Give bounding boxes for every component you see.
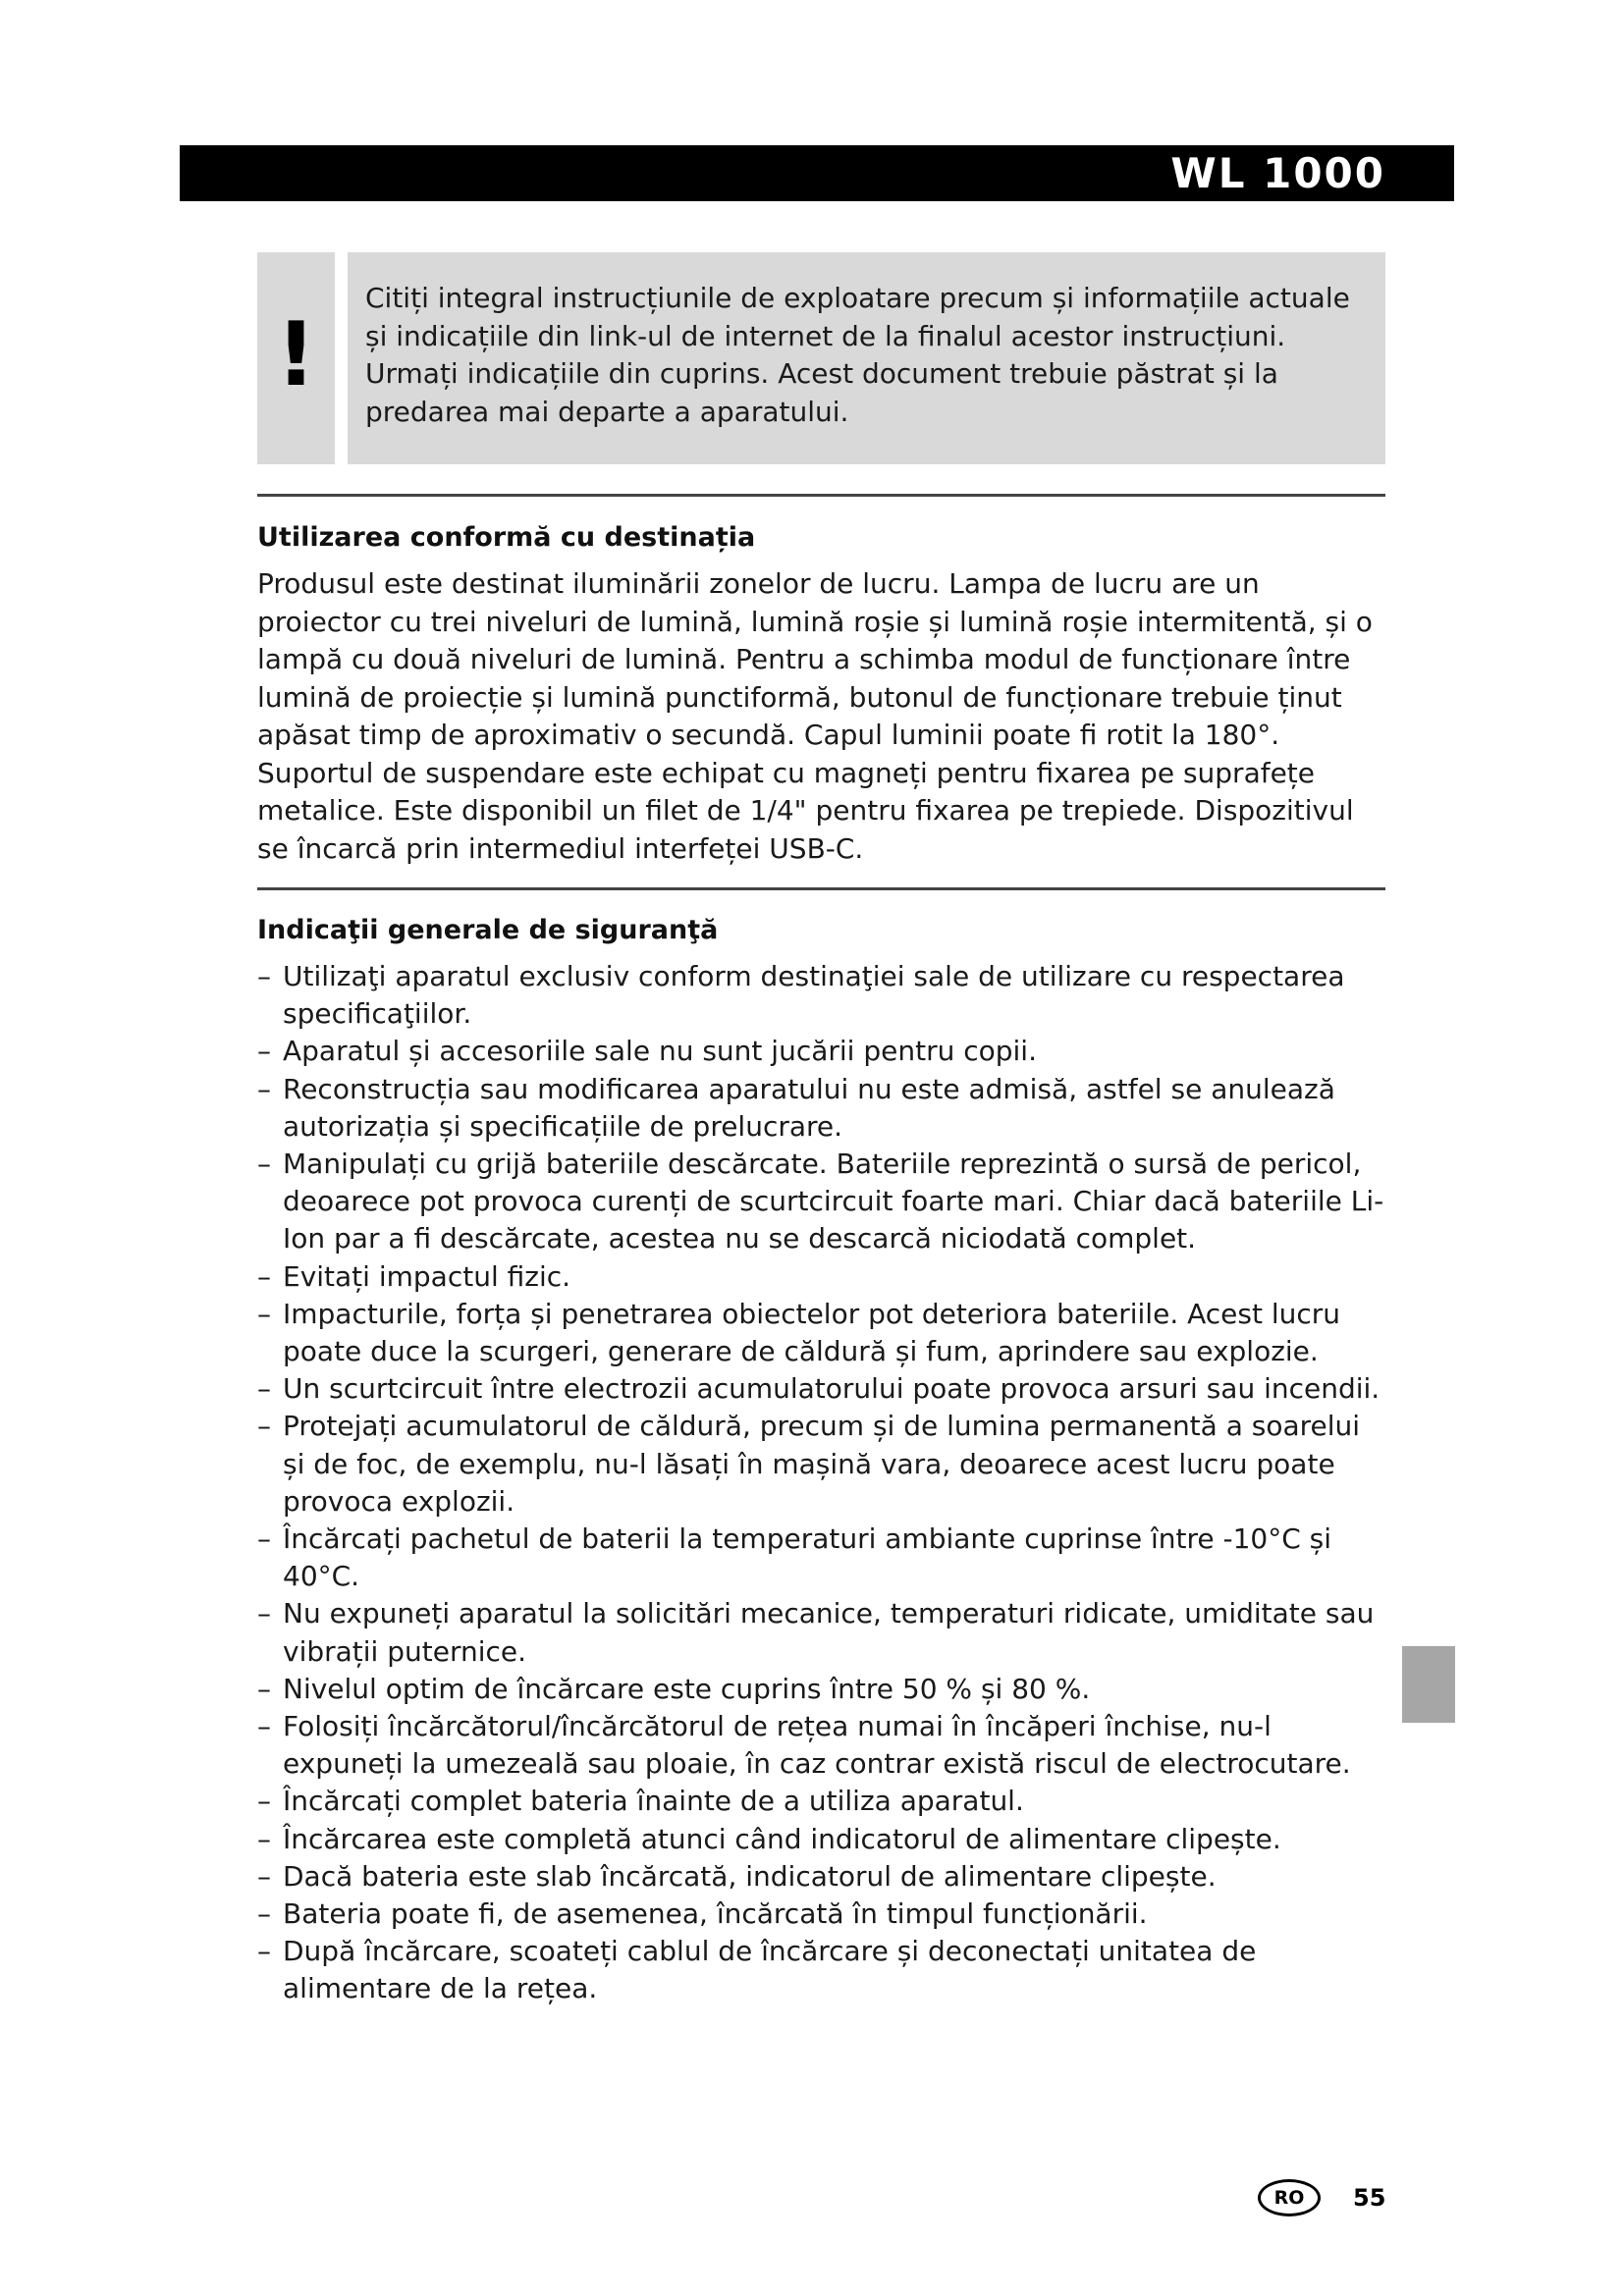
list-item: – Încărcarea este completă atunci când indicatorul de alimentare clipește.: [257, 1821, 1386, 1858]
list-item: – Reconstrucția sau modificarea aparatului nu este admisă, astfel se anulează autorizația și specificațiile de prelucrare.: [257, 1071, 1386, 1146]
intended-use-body: Produsul este destinat iluminării zonelor de lucru. Lampa de lucru are un proiector cu trei niveluri de lumină, lumină roșie și lumină roșie intermitentă, și o lampă cu două niveluri de lumină. Pentru a schimba modul de funcționare între lumină de proiecție și lumină punctiformă, butonul de funcționare trebuie ținut apăsat timp de aproximativ o secundă. Capul luminii poate fi rotit la 180°. Suportul de suspendare este echipat cu magneți pentru fixarea pe suprafețe metalice. Este disponibil un filet de 1/4" pentru fixarea pe trepiede. Dispozitivul se încarcă prin intermediul interfeței USB-C.: [257, 567, 1373, 865]
intended-use-heading: Utilizarea conformă cu destinația: [257, 522, 756, 553]
exclamation-icon: !: [275, 303, 317, 406]
list-item: – Nivelul optim de încărcare este cuprins între 50 % și 80 %.: [257, 1671, 1386, 1708]
divider: [257, 494, 1385, 497]
list-item: – Utilizaţi aparatul exclusiv conform destinaţiei sale de utilizare cu respectarea specificaţiilor.: [257, 958, 1386, 1033]
notice-text: Citiți integral instrucțiunile de exploatare precum și informațiile actuale și indicațiile din link-ul de internet de la finalul acestor instrucțiuni. Urmați indicațiile din cuprins. Acest document trebuie păstrat și la predarea mai departe a aparatului.: [365, 282, 1350, 428]
list-item: – Dacă bateria este slab încărcată, indicatorul de alimentare clipește.: [257, 1858, 1386, 1896]
list-item: – Un scurtcircuit între electrozii acumulatorului poate provoca arsuri sau incendii.: [257, 1370, 1386, 1408]
model-title: WL 1000: [1170, 149, 1385, 197]
notice-marker: [257, 252, 335, 464]
list-item: – Nu expuneți aparatul la solicitări mecanice, temperaturi ridicate, umiditate sau vibrații puternice.: [257, 1595, 1386, 1670]
list-item: – Manipulați cu grijă bateriile descărcate. Bateriile reprezintă o sursă de pericol, deoarece pot provoca curenți de scurtcircuit foarte mari. Chiar dacă bateriile Li-Ion par a fi descărcate, acestea nu se descarcă niciodată complet.: [257, 1146, 1386, 1258]
list-item: – Protejați acumulatorul de căldură, precum și de lumina permanentă a soarelui și de foc, de exemplu, nu-l lăsați în mașină vara, deoarece acest lucru poate provoca explozii.: [257, 1408, 1386, 1521]
list-item: – Impacturile, forța și penetrarea obiectelor pot deteriora bateriile. Acest lucru poate duce la scurgeri, generare de căldură și fum, aprindere sau explozie.: [257, 1296, 1386, 1370]
list-item: – Bateria poate fi, de asemenea, încărcată în timpul funcționării.: [257, 1896, 1386, 1933]
page-number: 55: [1353, 2184, 1386, 2212]
list-item: – Aparatul și accesoriile sale nu sunt jucării pentru copii.: [257, 1033, 1386, 1070]
safety-list: [257, 958, 1386, 2008]
list-item: – După încărcare, scoateți cablul de încărcare și deconectați unitatea de alimentare de la rețea.: [257, 1933, 1386, 2007]
notice-box: [348, 252, 1385, 464]
safety-heading: Indicaţii generale de siguranţă: [257, 915, 719, 945]
section-tab: [1402, 1646, 1455, 1723]
divider: [257, 887, 1385, 890]
list-item: – Folosiți încărcătorul/încărcătorul de rețea numai în încăperi închise, nu-l expuneți la umezeală sau ploaie, în caz contrar există riscul de electrocutare.: [257, 1708, 1386, 1783]
header-bar: [180, 145, 1454, 201]
list-item: – Încărcați pachetul de baterii la temperaturi ambiante cuprinse între -10°C și 40°C.: [257, 1521, 1386, 1595]
list-item: – Încărcați complet bateria înainte de a utiliza aparatul.: [257, 1783, 1386, 1820]
list-item: – Evitați impactul fizic.: [257, 1258, 1386, 1296]
language-badge: RO: [1258, 2179, 1321, 2216]
